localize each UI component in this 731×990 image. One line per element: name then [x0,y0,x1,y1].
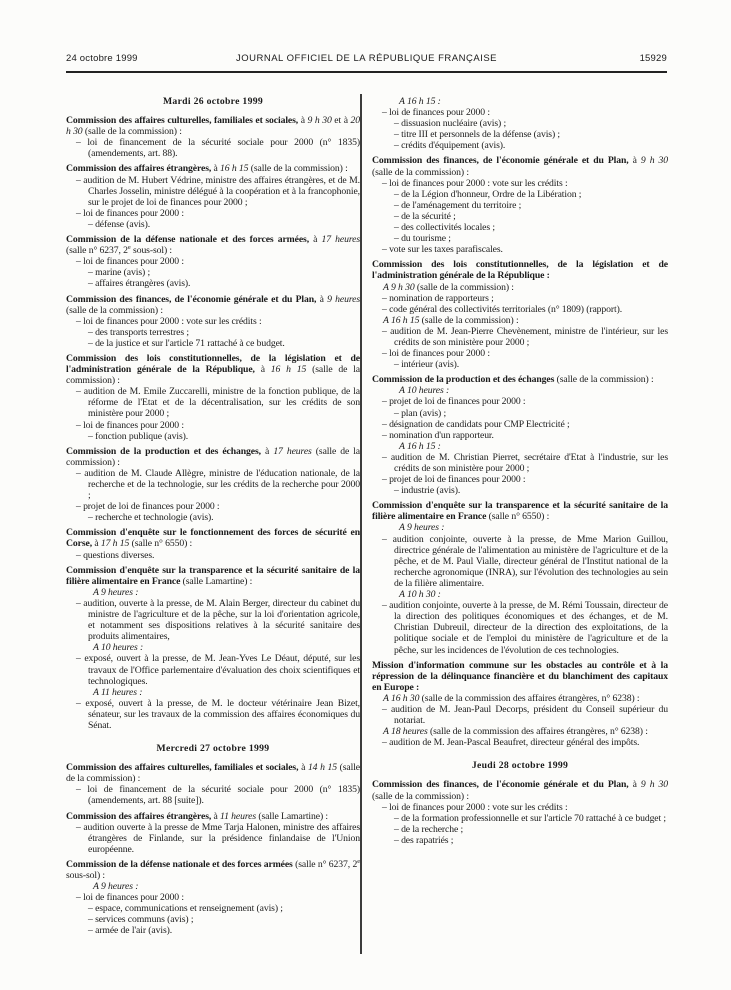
agenda-item: – armée de l'air (avis). [88,925,173,937]
agenda-item: – des transports terrestres ; [88,326,189,338]
agenda-item: – de la Légion d'honneur, Ordre de la Libération ; [394,188,582,200]
commission-heading: Commission des affaires étrangères, à 16 h 15 (salle de la commission) : [66,163,348,175]
agenda-item: – titre III et personnels de la défense (avis) ; [394,129,561,141]
day-heading: Mardi 26 octobre 1999 [162,96,264,107]
agenda-item: – audition de M. Christian Pierret, secrétaire d'Etat à l'industrie, sur les crédits de son ministère pour 2000 ; [382,451,668,474]
time-heading: A 11 heures : [93,686,143,698]
agenda-item: – du tourisme ; [394,233,451,245]
time-heading: A 16 h 15 : [399,440,441,452]
agenda-item: – loi de financement de la sécurité sociale pour 2000 (n° 1835) (amendements, art. 88). [76,137,360,160]
time-heading: A 16 h 15 : [399,96,441,107]
time-heading: A 10 heures : [399,385,450,397]
commission-heading: Mission d'information commune sur les obstacles au contrôle et à la répression de la délinquance financière et du blanchiment des capitaux en Europe : [372,659,668,693]
time-heading: A 10 h 30 : [399,589,441,601]
day-heading: Mercredi 27 octobre 1999 [156,743,270,755]
agenda-item: – de la recherche ; [394,823,464,835]
agenda-item: – recherche et technologie (avis). [88,512,214,524]
agenda-item: – crédits d'équipement (avis). [394,140,506,152]
commission-heading: Commission d'enquête sur la transparence et la sécurité sanitaire de la filière alimentaire en France (salle Lamartine) : [66,564,360,587]
agenda-item: – de la formation professionnelle et sur l'article 70 rattaché à ce budget ; [394,812,667,824]
commission-heading: Commission des lois constitutionnelles, de la législation et de l'administration générale de la République : [372,259,668,282]
agenda-item: – défense (avis). [88,218,151,230]
agenda-item: – loi de finances pour 2000 : vote sur les crédits : [76,315,262,327]
agenda-item: – code général des collectivités territoriales (n° 1809) (rapport). [382,303,623,315]
agenda-item: – loi de finances pour 2000 : [382,348,490,360]
agenda-item: – loi de finances pour 2000 : vote sur les crédits : [382,801,568,813]
agenda-item: – fonction publique (avis). [88,430,189,442]
agenda-item: – marine (avis) ; [88,267,151,279]
page-number: 15929 [639,53,667,64]
agenda-item: – loi de finances pour 2000 : [76,256,184,268]
agenda-item: – espace, communications et renseignement (avis) ; [88,903,283,915]
time-heading: A 18 heures (salle de la commission des affaires étrangères, n° 6238) : [383,726,648,738]
agenda-item: – intérieur (avis). [394,359,460,371]
agenda-item: – audition de M. Jean-Paul Decorps, président du Conseil supérieur du notariat. [382,703,668,727]
left-column [66,96,360,956]
agenda-item: – de l'aménagement du territoire ; [394,199,522,211]
commission-heading: Commission de la défense nationale et des forces armées, à 17 heures (salle n° 6237, 2e sous-sol) : [66,234,360,257]
agenda-item: – industrie (avis). [394,485,461,497]
time-heading: A 9 h 30 (salle de la commission) : [383,281,514,293]
time-heading: A 9 heures : [93,586,139,598]
agenda-item: – loi de finances pour 2000 : vote sur les crédits : [382,177,568,189]
agenda-item: – projet de loi de finances pour 2000 : [382,396,526,408]
header-rule [66,71,667,73]
agenda-item: – loi de finances pour 2000 : [382,107,490,119]
agenda-item: – loi de finances pour 2000 : [76,419,184,431]
commission-heading: Commission d'enquête sur la transparence et la sécurité sanitaire de la filière alimentaire en France (salle n° 6550) : [372,500,668,523]
agenda-item: – audition, ouverte à la presse, de M. Alain Berger, directeur du cabinet du ministre de l'agriculture et de la pêche, sur la loi d'orientation agricole, et notamment ses dispositions relatives à la sécurité sanitaire des produits alimentaires, [76,597,360,643]
commission-heading: Commission des affaires culturelles, familiales et sociales, à 14 h 15 (salle de la commission) : [66,762,360,785]
column-divider [360,94,362,954]
agenda-item: – plan (avis) ; [394,407,447,419]
agenda-item: – audition conjointe, ouverte à la presse, de Mme Marion Guillou, directrice générale de l'alimentation au ministère de l'agriculture et de la pêche, et de M. Paul Vialle, directeur général de l'Institut national de la recherche agronomique (INRA), sur l'évolution des technologies au sein de la filière alimentaire. [382,533,668,589]
agenda-item: – audition de M. Emile Zuccarelli, ministre de la fonction publique, de la réforme de l'Etat et de la décentralisation, sur les crédits de son ministère pour 2000 ; [76,386,360,420]
agenda-item: – de la justice et sur l'article 71 rattaché à ce budget. [88,337,285,349]
agenda-item: – audition de M. Jean-Pierre Chevènement, ministre de l'intérieur, sur les crédits de son ministère pour 2000 ; [382,325,668,348]
commission-heading: Commission des finances, de l'économie générale et du Plan, à 9 heures (salle de la commission) : [66,293,360,316]
commission-heading: Commission des affaires étrangères, à 11 heures (salle Lamartine) : [66,810,328,822]
time-heading: A 16 h 15 (salle de la commission) : [383,314,519,326]
commission-heading: Commission de la production et des échanges (salle de la commission) : [372,374,654,386]
commission-heading: Commission des lois constitutionnelles, de la législation et de l'administration générale de la République, à 16 h 15 (salle de la commission) : [66,352,360,387]
time-heading: A 16 h 30 (salle de la commission des affaires étrangères, n° 6238) : [383,692,640,704]
agenda-item: – désignation de candidats pour CMP Electricité ; [382,418,570,430]
agenda-item: – projet de loi de finances pour 2000 : [382,474,526,486]
time-heading: A 9 heures : [399,522,445,534]
agenda-item: – audition de M. Claude Allègre, ministre de l'éducation nationale, de la recherche et de la technologie, sur les crédits de la recherche pour 2000 ; [76,467,360,502]
agenda-item: – dissuasion nucléaire (avis) ; [394,118,507,130]
agenda-item: – loi de finances pour 2000 : [76,207,184,219]
masthead [66,52,667,66]
day-heading: Jeudi 28 octobre 1999 [471,760,569,772]
right-column [372,96,668,956]
agenda-item: – audition ouverte à la presse de Mme Tarja Halonen, ministre des affaires étrangères de Finlande, sur la présidence finlandaise de l'Union européenne. [76,821,360,855]
agenda-item: – nomination de rapporteurs ; [382,292,494,304]
commission-heading: Commission des finances, de l'économie générale et du Plan, à 9 h 30 (salle de la commission) : [372,779,668,802]
agenda-item: – nomination d'un rapporteur. [382,429,494,441]
agenda-item: – projet de loi de finances pour 2000 : [76,501,220,513]
agenda-item: – loi de financement de la sécurité sociale pour 2000 (n° 1835) (amendements, art. 88 [suite]). [76,784,360,807]
agenda-item: – exposé, ouvert à la presse, de M. le docteur vétérinaire Jean Bizet, sénateur, sur les travaux de la commission des affaires économiques du Sénat. [76,697,360,731]
commission-heading: Commission des affaires culturelles, familiales et sociales, à 9 h 30 et à 20 h 30 (salle de la commission) : [66,115,360,138]
commission-heading: Commission des finances, de l'économie générale et du Plan, à 9 h 30 (salle de la commission) : [372,155,668,178]
agenda-item: – vote sur les taxes parafiscales. [382,244,503,256]
agenda-item: – de la sécurité ; [394,210,456,222]
agenda-item: – services communs (avis) ; [88,914,194,926]
agenda-item: – audition de M. Hubert Védrine, ministre des affaires étrangères, et de M. Charles Josselin, ministre délégué à la coopération et à la francophonie, sur le projet de loi de finances pour 2000 ; [76,174,360,208]
commission-heading: Commission de la défense nationale et des forces armées (salle n° 6237, 2e sous-sol) : [66,857,360,881]
agenda-item: – affaires étrangères (avis). [88,278,191,290]
agenda-item: – audition conjointe, ouverte à la presse, de M. Rémi Toussain, directeur de la direction des politiques économiques et des échanges, et de M. Christian Dubreuil, directeur de la direction des exploitations, de la politique sociale et de l'emploi du ministère de l'agriculture et de la pêche, sur les incidences de l'évolution de ces technologies. [382,600,668,656]
agenda-item: – audition de M. Jean-Pascal Beaufret, directeur général des impôts. [382,737,640,749]
agenda-item: – des collectivités locales ; [394,222,495,234]
agenda-item: – questions diverses. [76,549,155,561]
time-heading: A 9 heures : [93,881,139,893]
issue-date: 24 octobre 1999 [66,53,138,64]
agenda-item: – loi de finances pour 2000 : [76,892,184,904]
commission-heading: Commission de la production et des échanges, à 17 heures (salle de la commission) : [66,445,360,468]
journal-title: JOURNAL OFFICIEL DE LA RÉPUBLIQUE FRANÇAISE [236,53,497,64]
agenda-item: – des rapatriés ; [394,834,454,846]
commission-heading: Commission d'enquête sur le fonctionnement des forces de sécurité en Corse, à 17 h 15 (salle n° 6550) : [66,527,360,550]
time-heading: A 10 heures : [93,642,144,654]
agenda-item: – exposé, ouvert à la presse, de M. Jean-Yves Le Déaut, député, sur les travaux de l'Office parlementaire d'évaluation des choix scientifiques et technologiques. [76,653,360,687]
